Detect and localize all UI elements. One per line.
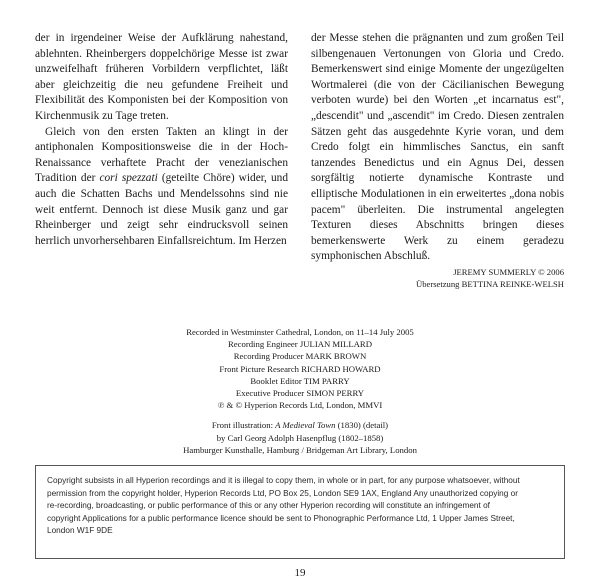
copyright-notice-line-5: London W1F 9DE [47,526,113,535]
left-paragraph-2 [35,125,288,250]
translation-prefix: Übersetzung [416,278,462,289]
copyright-notice-line-1: Copyright subsists in all Hyperion recordings and it is illegal to copy them, in whole or in part, for any purpose whatsoever, without [47,476,520,485]
credits-spacer [0,411,600,419]
recorded-line: Recorded in Westminster Cathedral, London, on 11–14 July 2005 [186,327,414,337]
left-paragraph-2-end: (geteilte Chöre) wider, und auch die Schatten Bachs und Mendelssohns sind nie weit entfernt. Dennoch ist diese Musik ganz und gar Rheinberger und zeigt sehr eindrucksvoll seinen herrlich unvorhersehbaren Einfallsreichtum. Im Herzen [35,172,288,247]
left-text-column [35,31,288,249]
engineer-line: Recording Engineer JULIAN MILLARD [227,339,373,350]
copyright-notice-box [35,465,565,559]
right-paragraph-1: der Messe stehen die prägnanten und zum großen Teil silbengenauen Vertonungen von Gloria und Credo. Bemerkenswert sind einige Momente der ungezügelten Wortmalerei (die von der Cäcilianischen Bewegung verboten wurde) bei den Worten „et incarnatus est", „descendit" und „ascendit" im Credo. Diesen zentralen Sätzen geht das ausgedehnte Kyrie voran, und dem Credo folgt ein himmlisches Sanctus, ein sanft tanzendes Benedictus und ein Agnus Dei, dessen sorgfältig notierte dynamische Kontraste und elliptische Modulationen in ein erweitertes „dona nobis pacem" überleiten. Die instrumental angelegten Texturen dieses Abschnitts bringen dieses bemerkenswerte Werk zu einem geradezu symphonischen Abschluß. [311,32,564,263]
illustration-artist-line: by Carl Georg Adolph Hasenpflug (1802–1858) [216,432,384,443]
illustration-title: A Medieval Town [275,420,336,431]
executive-producer-line: Executive Producer SIMON PERRY [235,388,365,399]
copyright-notice-line-2: permission from the copyright holder, Hyperion Records Ltd, PO Box 25, London SE9 1AX, England Any unauthorized copying or [47,488,518,498]
copyright-notice-line-4: copyright Applications for a public performance licence should be sent to Phonographic Performance Ltd, 1 Upper James Street, [47,513,515,523]
left-paragraph-1: der in irgendeiner Weise der Aufklärung nahestand, ablehnten. Rheinbergers doppelchörige Messe ist zwar unzweifelhaft früheren Vorbildern verpflichtet, läßt aber gleichzeitig die neu gefundene Freiheit und Flexibilität des Komponisten bei der Komposition von Kirchenmusik zu Tage treten. [35,32,288,122]
picture-research-line: Front Picture Research RICHARD HOWARD [219,363,381,374]
translation-line [311,278,564,290]
illustration-source-line: Hamburger Kunsthalle, Hamburg / Bridgeman Art Library, London [183,444,417,455]
translator-name: BETTINA REINKE-WELSH [461,278,564,289]
illustration-line [0,419,600,431]
recording-credits [0,326,600,456]
copyright-line: ℗ & © Hyperion Records Ltd, London, MMVI [217,400,383,411]
author-credit [311,266,564,290]
illustration-prefix: Front illustration: [211,420,276,431]
copyright-notice-line-3: re-recording, broadcasting, or public performance of this or any other Hyperion recording will constitute an infringement of [47,501,490,510]
booklet-editor-line: Booklet Editor TIM PARRY [250,375,350,386]
page-number: 19 [294,567,306,579]
cori-spezzati-italic: cori spezzati [99,172,158,185]
author-line: JEREMY SUMMERLY © 2006 [453,266,564,277]
producer-line: Recording Producer MARK BROWN [233,351,367,362]
left-paragraph-2-start: Gleich von den ersten Takten an klingt in der antiphonalen Kompositionsweise die in der Hoch-Renaissance verhaftete Pracht der venezianischen Tradition der [35,125,288,185]
right-text-column [311,31,564,290]
illustration-suffix: (1830) (detail) [335,420,389,431]
